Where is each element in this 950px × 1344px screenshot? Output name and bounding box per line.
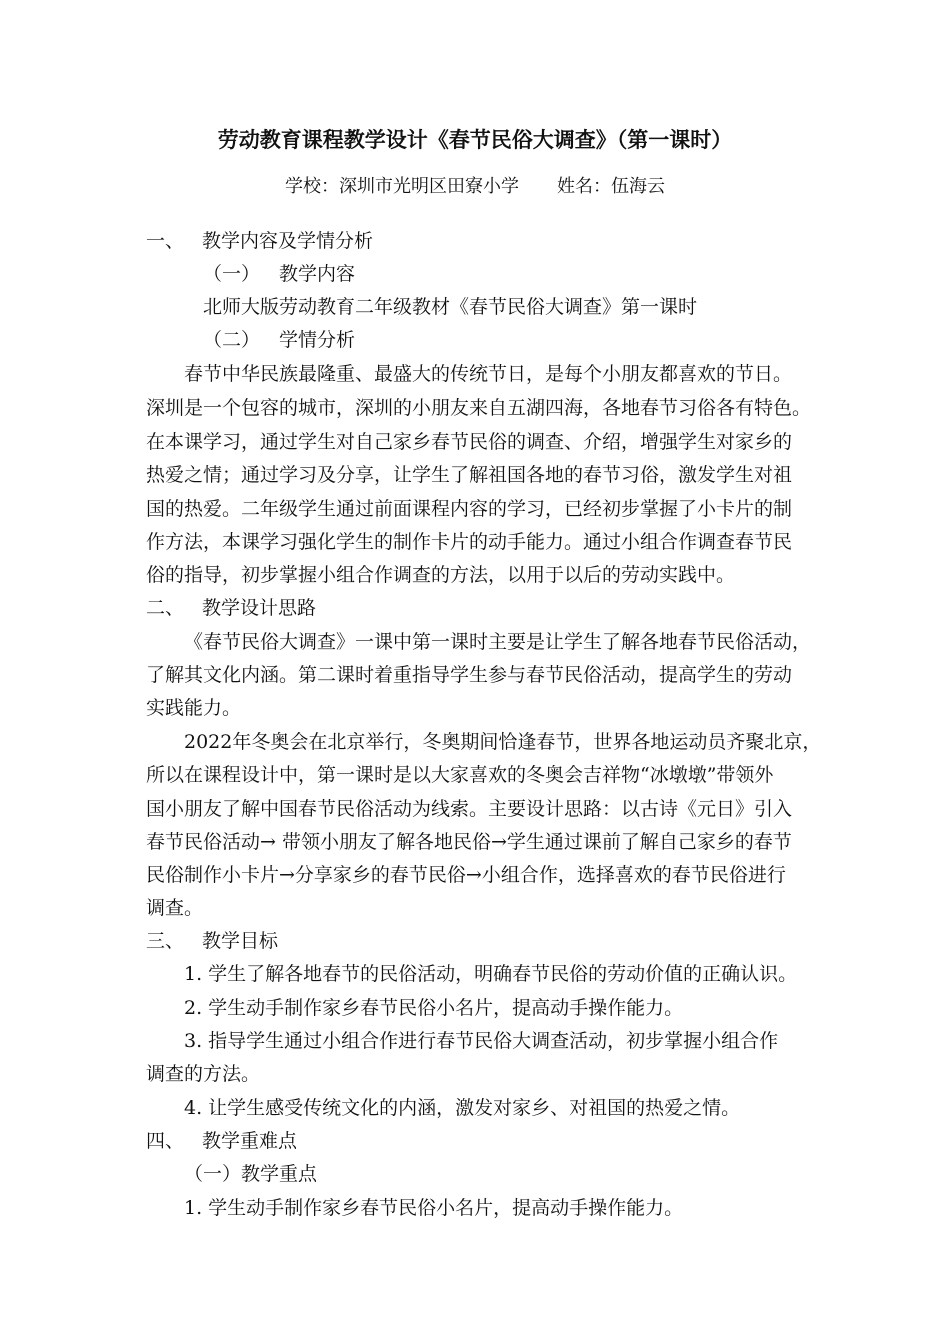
goal-item: 1. 学生了解各地春节的民俗活动，明确春节民俗的劳动价值的正确认识。 (184, 963, 798, 985)
analysis-line: 热爱之情；通过学习及分享，让学生了解祖国各地的春节习俗，激发学生对祖 (146, 464, 793, 486)
section-3-heading (146, 929, 278, 953)
section-3-number: 三、 (146, 930, 185, 952)
subsection-1-1-number: （一） (203, 263, 261, 285)
analysis-line: 在本课学习，通过学生对自己家乡春节民俗的调查、介绍，增强学生对家乡的 (146, 431, 793, 453)
section-2-heading (146, 596, 316, 620)
section-1-title: 教学内容及学情分析 (202, 230, 374, 252)
goal-item: 3. 指导学生通过小组合作进行春节民俗大调查活动，初步掌握小组合作 (184, 1030, 779, 1052)
section-1-heading (146, 229, 373, 253)
section-3-title: 教学目标 (202, 930, 279, 952)
goal-item: 2. 学生动手制作家乡春节民俗小名片，提高动手操作能力。 (184, 997, 684, 1019)
analysis-line: 春节中华民族最隆重、最盛大的传统节日，是每个小朋友都喜欢的节日。 (184, 363, 793, 385)
author-line (0, 175, 950, 199)
goal-item: 4. 让学生感受传统文化的内涵，激发对家乡、对祖国的热爱之情。 (184, 1097, 741, 1119)
subsection-1-2-number: （二） (203, 329, 261, 351)
teaching-content-text: 北师大版劳动教育二年级教材《春节民俗大调查》第一课时 (203, 296, 698, 318)
design-line: 2022年冬奥会在北京举行，冬奥期间恰逢春节，世界各地运动员齐聚北京， (184, 731, 822, 753)
author-name: 姓名：伍海云 (557, 176, 665, 197)
design-line: 民俗制作小卡片→分享家乡的春节民俗→小组合作，选择喜欢的春节民俗进行 (146, 864, 786, 886)
design-line: 《春节民俗大调查》一课中第一课时主要是让学生了解各地春节民俗活动， (184, 631, 812, 653)
analysis-line: 俗的指导，初步掌握小组合作调查的方法，以用于以后的劳动实践中。 (146, 564, 736, 586)
subsection-1-2-title: 学情分析 (279, 329, 356, 351)
analysis-line: 作方法，本课学习强化学生的制作卡片的动手能力。通过小组合作调查春节民 (146, 531, 793, 553)
design-line: 实践能力。 (146, 697, 242, 719)
subsection-4-1-heading: （一）教学重点 (184, 1163, 318, 1185)
section-4-heading (146, 1129, 297, 1153)
design-line: 春节民俗活动→ 带领小朋友了解各地民俗→学生通过课前了解自己家乡的春节 (146, 831, 792, 853)
analysis-line: 深圳是一个包容的城市，深圳的小朋友来自五湖四海，各地春节习俗各有特色。 (146, 397, 812, 419)
school-label: 学校：深圳市光明区田寮小学 (285, 176, 519, 197)
document-title: 劳动教育课程教学设计《春节民俗大调查》（第一课时） (217, 127, 733, 152)
section-4-title: 教学重难点 (202, 1130, 298, 1152)
section-1-number: 一、 (146, 230, 185, 252)
design-line: 了解其文化内涵。第二课时着重指导学生参与春节民俗活动，提高学生的劳动 (146, 664, 793, 686)
design-line: 国小朋友了解中国春节民俗活动为线索。主要设计思路：以古诗《元日》引入 (146, 798, 793, 820)
design-line: 调查。 (146, 897, 204, 919)
section-4-number: 四、 (146, 1130, 185, 1152)
design-line: 所以在课程设计中，第一课时是以大家喜欢的冬奥会吉祥物“冰墩墩”带领外 (146, 764, 774, 786)
key-point-item: 1. 学生动手制作家乡春节民俗小名片，提高动手操作能力。 (184, 1197, 684, 1219)
analysis-line: 国的热爱。二年级学生通过前面课程内容的学习，已经初步掌握了小卡片的制 (146, 498, 793, 520)
section-2-number: 二、 (146, 597, 185, 619)
subsection-1-1-title: 教学内容 (279, 263, 356, 285)
section-2-title: 教学设计思路 (202, 597, 317, 619)
subsection-1-2-heading (203, 328, 355, 352)
goal-item-continued: 调查的方法。 (146, 1063, 261, 1085)
subsection-1-1-heading (203, 262, 355, 286)
